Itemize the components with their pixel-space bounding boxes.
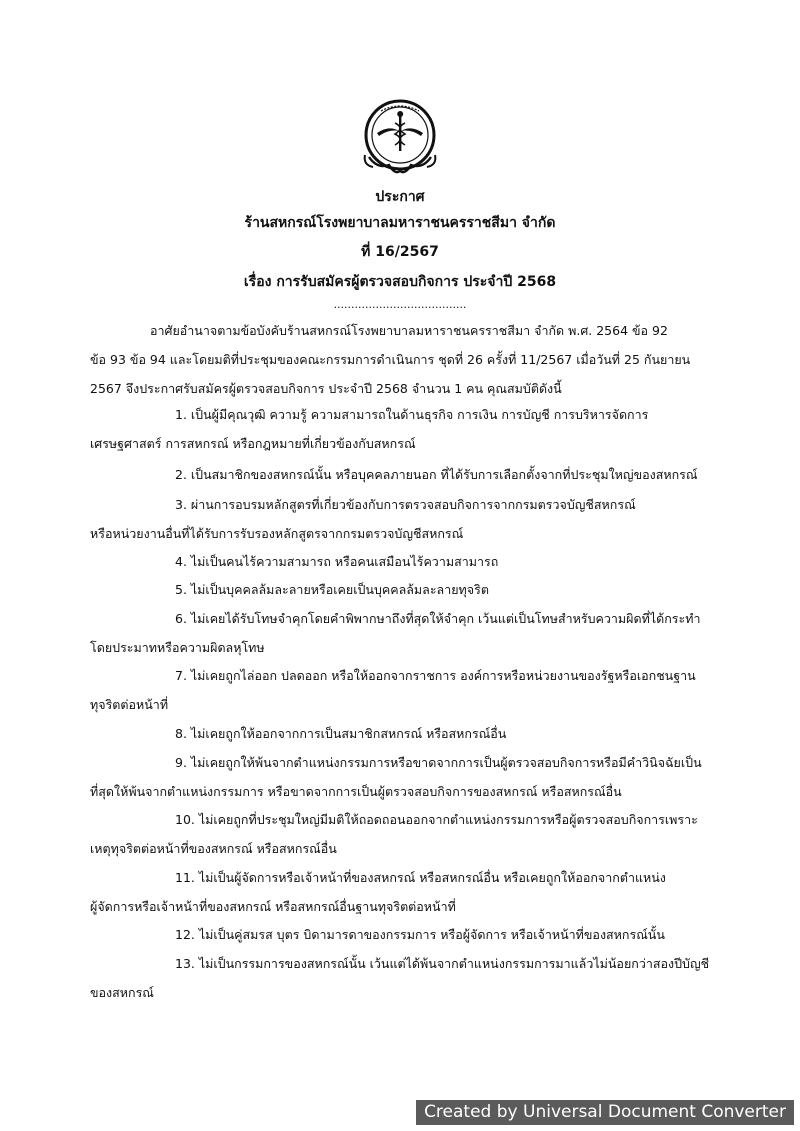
item-line: 3. ผ่านการอบรมหลักสูตรที่เกี่ยวข้องกับการตรวจสอบกิจการจากกรมตรวจบัญชีสหกรณ์ (175, 497, 636, 512)
item-line: 8. ไม่เคยถูกให้ออกจากการเป็นสมาชิกสหกรณ์ หรือสหกรณ์อื่น (175, 726, 507, 741)
qualification-item-10 (90, 811, 750, 869)
qualification-item-1 (90, 406, 750, 464)
announcement-number: ที่ 16/2567 (361, 244, 439, 260)
intro-paragraph (90, 322, 750, 409)
item-line: 2. เป็นสมาชิกของสหกรณ์นั้น หรือบุคคลภายนอก ที่ได้รับการเลือกตั้งจากที่ประชุมใหญ่ของสหกรณ์ (175, 467, 698, 482)
item-line: เศรษฐศาสตร์ การสหกรณ์ หรือกฎหมายที่เกี่ยวข้องกับสหกรณ์ (90, 436, 416, 451)
qualification-item-13 (90, 955, 750, 1013)
item-line: 7. ไม่เคยถูกไล่ออก ปลดออก หรือให้ออกจากราชการ องค์การหรือหน่วยงานของรัฐหรือเอกชนฐาน (175, 668, 696, 683)
intro-line-1: อาศัยอำนาจตามข้อบังคับร้านสหกรณ์โรงพยาบาลมหาราชนครราชสีมา จำกัด พ.ศ. 2564 ข้อ 92 (150, 323, 668, 338)
item-line: 11. ไม่เป็นผู้จัดการหรือเจ้าหน้าที่ของสหกรณ์ หรือสหกรณ์อื่น หรือเคยถูกให้ออกจากตำแหน่ง (175, 870, 666, 885)
announcement-title: ประกาศ (375, 189, 425, 205)
item-line: 5. ไม่เป็นบุคคลล้มละลายหรือเคยเป็นบุคคลล้มละลายทุจริต (175, 582, 489, 597)
item-line: ของสหกรณ์ (90, 985, 154, 1000)
intro-line-2: ข้อ 93 ข้อ 94 และโดยมติที่ประชุมของคณะกรรมการดำเนินการ ชุดที่ 26 ครั้งที่ 11/2567 เมื่อวันที่ 25 กันยายน (90, 352, 691, 367)
item-line: 6. ไม่เคยได้รับโทษจำคุกโดยคำพิพากษาถึงที่สุดให้จำคุก เว้นแต่เป็นโทษสำหรับความผิดที่ได้กระทำ (175, 611, 701, 626)
cooperative-emblem-icon (355, 95, 445, 181)
item-line: 13. ไม่เป็นกรรมการของสหกรณ์นั้น เว้นแต่ได้พ้นจากตำแหน่งกรรมการมาแล้วไม่น้อยกว่าสองปีบัญชี (175, 956, 710, 971)
item-line: ทุจริตต่อหน้าที่ (90, 697, 169, 712)
qualification-item-9 (90, 754, 750, 812)
organization-name: ร้านสหกรณ์โรงพยาบาลมหาราชนครราชสีมา จำกัด (244, 215, 556, 231)
qualification-item-11 (90, 869, 750, 927)
qualification-item-7 (90, 667, 750, 725)
item-line: ที่สุดให้พ้นจากตำแหน่งกรรมการ หรือขาดจากการเป็นผู้ตรวจสอบกิจการของสหกรณ์ หรือสหกรณ์อื่น (90, 784, 622, 799)
qualification-item-8 (90, 725, 750, 754)
item-line: หรือหน่วยงานอื่นที่ได้รับการรับรองหลักสูตรจากกรมตรวจบัญชีสหกรณ์ (90, 526, 464, 541)
qualification-item-5 (90, 581, 750, 610)
item-line: 1. เป็นผู้มีคุณวุฒิ ความรู้ ความสามารถในด้านธุรกิจ การเงิน การบัญชี การบริหารจัดการ (175, 407, 649, 422)
item-line: โดยประมาทหรือความผิดลหุโทษ (90, 640, 265, 655)
qualification-item-3 (90, 496, 750, 554)
item-line: ผู้จัดการหรือเจ้าหน้าที่ของสหกรณ์ หรือสหกรณ์อื่นฐานทุจริตต่อหน้าที่ (90, 899, 456, 914)
item-line: 9. ไม่เคยถูกให้พ้นจากตำแหน่งกรรมการหรือขาดจากการเป็นผู้ตรวจสอบกิจการหรือมีคำวินิจฉัยเป็น (175, 755, 702, 770)
item-line: 12. ไม่เป็นคู่สมรส บุตร บิดามารดาของกรรมการ หรือผู้จัดการ หรือเจ้าหน้าที่ของสหกรณ์นั้น (175, 927, 665, 942)
item-line: 4. ไม่เป็นคนไร้ความสามารถ หรือคนเสมือนไร้ความสามารถ (175, 554, 499, 569)
converter-watermark: Created by Universal Document Converter (416, 1100, 794, 1125)
intro-line-3: 2567 จึงประกาศรับสมัครผู้ตรวจสอบกิจการ ประจำปี 2568 จำนวน 1 คน คุณสมบัติดังนี้ (90, 381, 562, 396)
qualification-item-4 (90, 553, 750, 582)
item-line: เหตุทุจริตต่อหน้าที่ของสหกรณ์ หรือสหกรณ์อื่น (90, 841, 337, 856)
item-line: 10. ไม่เคยถูกที่ประชุมใหญ่มีมติให้ถอดถอนออกจากตำแหน่งกรรมการหรือผู้ตรวจสอบกิจการเพราะ (175, 812, 698, 827)
qualification-item-2 (90, 466, 750, 495)
separator-dots: ...................................... (333, 298, 467, 311)
qualification-item-6 (90, 610, 750, 668)
announcement-subject: เรื่อง การรับสมัครผู้ตรวจสอบกิจการ ประจำปี 2568 (243, 274, 557, 290)
qualification-item-12 (90, 926, 750, 955)
